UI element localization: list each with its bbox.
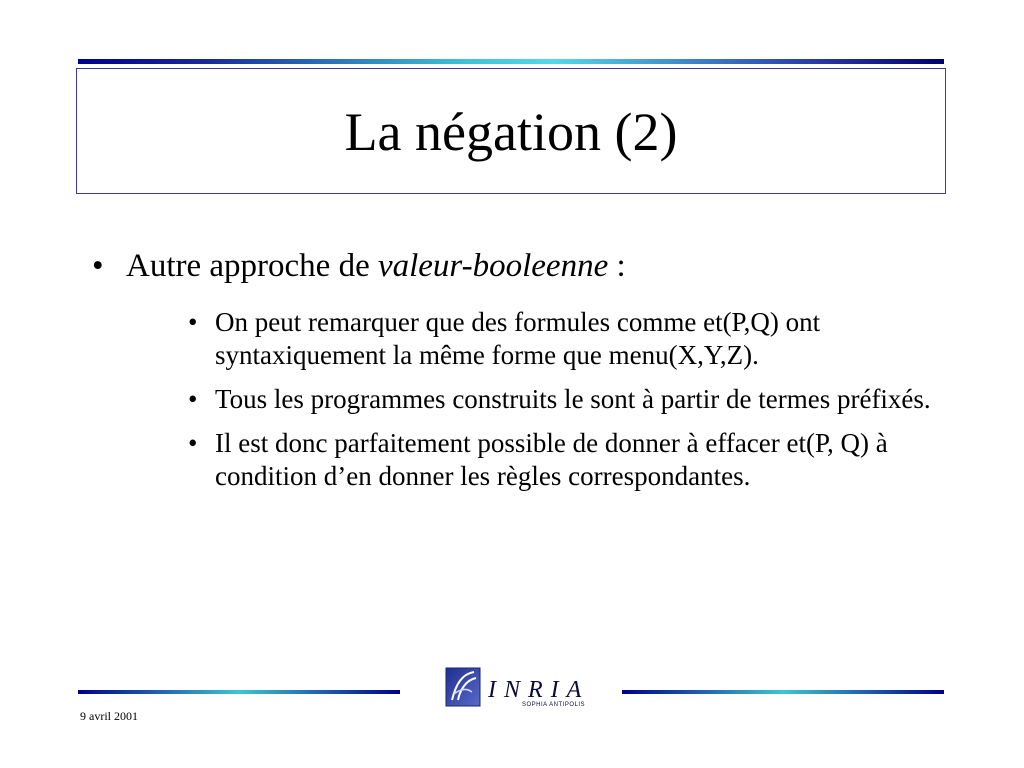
sub-bullet-item [188,427,948,493]
sub-bullet-list [188,306,948,504]
inria-logo-graphic [444,664,604,710]
slide-title: La négation (2) [344,102,678,162]
inria-logo [444,664,604,710]
sub-bullet-text: Il est donc parfaitement possible de donner à effacer et(P, Q) à condition d’en donner les règles correspondantes. [215,428,888,491]
sub-bullet-item [188,306,948,372]
main-bullet [92,248,626,285]
main-bullet-emphasis: valeur-booleenne [377,248,609,284]
bullet-glyph: • [188,307,198,337]
sub-bullet-text: On peut remarquer que des formules comme et(P,Q) ont syntaxiquement la même forme que menu(X,Y,Z). [215,307,821,370]
bottom-rule-left [78,690,400,694]
sub-bullet-text: Tous les programmes construits le sont à partir de termes préfixés. [215,384,931,414]
bullet-glyph: • [188,428,198,458]
sub-bullet-item [188,383,948,416]
title-box [76,68,946,194]
logo-text: INRIA [488,677,590,703]
main-bullet-suffix: : [608,248,626,284]
bullet-glyph: • [188,384,198,414]
top-decorative-rule [78,59,944,64]
bullet-glyph: • [92,248,104,284]
logo-subtext: SOPHIA ANTIPOLIS [522,702,586,708]
bottom-rule-right [622,690,944,694]
main-bullet-text [126,248,626,285]
footer-date: 9 avril 2001 [80,709,138,723]
main-bullet-prefix: Autre approche de [126,248,378,284]
